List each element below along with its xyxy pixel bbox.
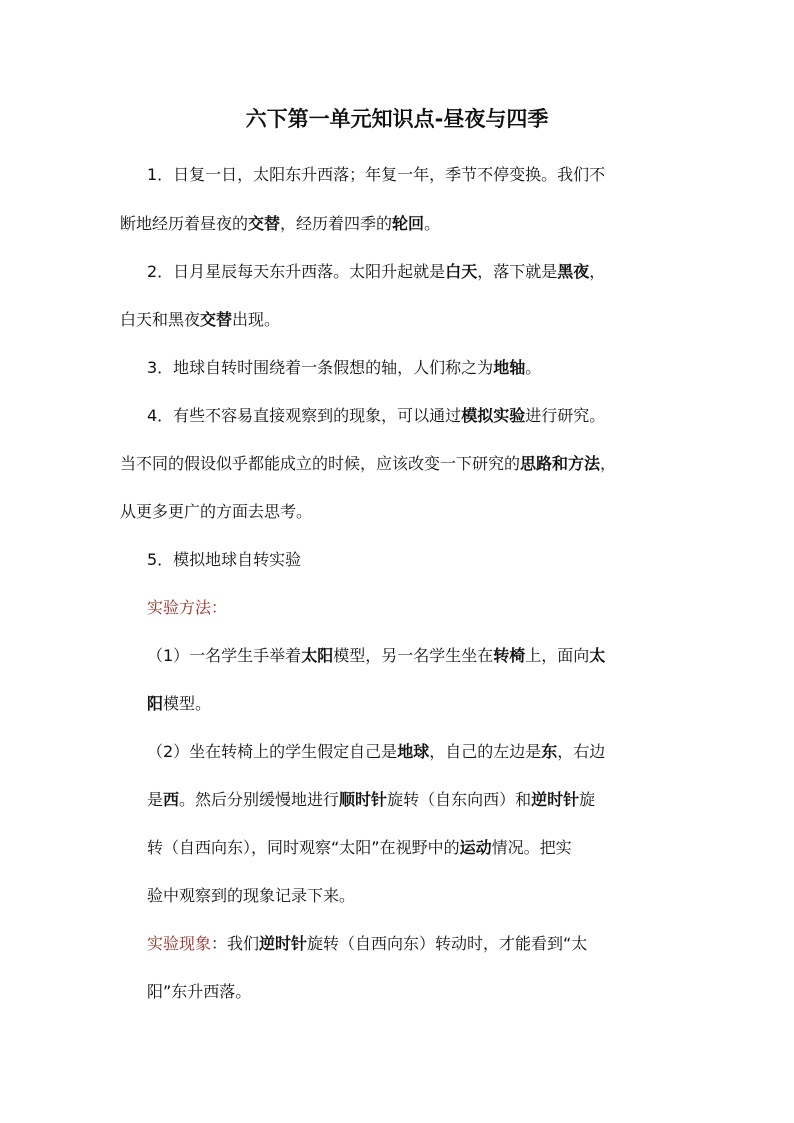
text: 3．地球自转时围绕着一条假想的轴，人们称之为 xyxy=(147,358,494,377)
step2-line-1 xyxy=(147,740,605,764)
p3-line-1 xyxy=(147,356,541,380)
text: 。 xyxy=(525,358,542,377)
keyword: 西 xyxy=(163,790,180,809)
keyword: 黑夜 xyxy=(557,262,590,281)
step2-line-4: 验中观察到的现象记录下来。 xyxy=(147,886,356,905)
keyword: 交替 xyxy=(248,214,281,233)
keyword: 白天 xyxy=(445,262,478,281)
text: 情况。把实 xyxy=(491,838,572,857)
step1-line-1 xyxy=(147,644,605,668)
keyword: 阳 xyxy=(147,694,164,713)
text: 。然后分别缓慢地进行 xyxy=(179,790,340,809)
keyword: 思路和方法 xyxy=(520,454,601,473)
phenomenon-line-1 xyxy=(147,932,587,956)
keyword: 运动 xyxy=(459,838,492,857)
p1-line-2 xyxy=(120,212,440,236)
keyword: 顺时针 xyxy=(339,790,388,809)
p4-line-3: 从更多更广的方面去思考。 xyxy=(120,502,313,521)
text: ，右边 xyxy=(557,742,606,761)
page-title: 六下第一单元知识点-昼夜与四季 xyxy=(245,107,549,131)
text: 转（自西向东），同时观察“太阳”在视野中的 xyxy=(147,838,460,857)
method-label: 实验方法： xyxy=(147,598,228,617)
text: 旋 xyxy=(579,790,596,809)
phenomenon-label: 实验现象 xyxy=(147,934,212,953)
step2-line-2 xyxy=(147,788,595,812)
text: 出现。 xyxy=(232,310,281,329)
keyword: 太 xyxy=(589,646,606,665)
keyword: 逆时针 xyxy=(259,934,308,953)
keyword: 地轴 xyxy=(493,358,526,377)
p4-line-1 xyxy=(147,404,605,428)
text: 当不同的假设似乎都能成立的时候，应该改变一下研究的 xyxy=(120,454,521,473)
text: 旋转（自东向西）和 xyxy=(387,790,532,809)
text: 4．有些不容易直接观察到的现象，可以通过 xyxy=(147,406,462,425)
text: ：我们 xyxy=(211,934,260,953)
text: 2．日月星辰每天东升西落。太阳升起就是 xyxy=(147,262,446,281)
keyword: 转椅 xyxy=(493,646,526,665)
keyword: 轮回 xyxy=(392,214,425,233)
p1-line-1: 1．日复一日，太阳东升西落；年复一年，季节不停变换。我们不 xyxy=(147,165,606,184)
text: （2）坐在转椅上的学生假定自己是 xyxy=(147,742,398,761)
text: ，自己的左边是 xyxy=(429,742,542,761)
text: ，经历着四季的 xyxy=(280,214,393,233)
text: 上，面向 xyxy=(525,646,590,665)
text: 模型。 xyxy=(163,694,212,713)
text: ，落下就是 xyxy=(477,262,558,281)
keyword: 交替 xyxy=(200,310,233,329)
p2-line-2 xyxy=(120,308,280,332)
step2-line-3 xyxy=(147,836,572,860)
text: 模型，另一名学生坐在 xyxy=(333,646,494,665)
p2-line-1 xyxy=(147,260,605,284)
text: ， xyxy=(589,262,606,281)
text: 是 xyxy=(147,790,164,809)
p4-line-2 xyxy=(120,452,616,476)
text: 白天和黑夜 xyxy=(120,310,201,329)
keyword: 东 xyxy=(541,742,558,761)
text: 进行研究。 xyxy=(525,406,606,425)
keyword: 逆时针 xyxy=(531,790,580,809)
phenomenon-line-2: 阳”东升西落。 xyxy=(147,982,252,1001)
text: 。 xyxy=(424,214,441,233)
keyword: 太阳 xyxy=(301,646,334,665)
text: （1）一名学生手举着 xyxy=(147,646,302,665)
text: 旋转（自西向东）转动时，才能看到“太 xyxy=(307,934,588,953)
step1-line-2 xyxy=(147,692,211,716)
p5-heading: 5．模拟地球自转实验 xyxy=(147,550,302,569)
keyword: 地球 xyxy=(397,742,430,761)
text: 断地经历着昼夜的 xyxy=(120,214,249,233)
text: ， xyxy=(600,454,617,473)
keyword: 模拟实验 xyxy=(461,406,526,425)
